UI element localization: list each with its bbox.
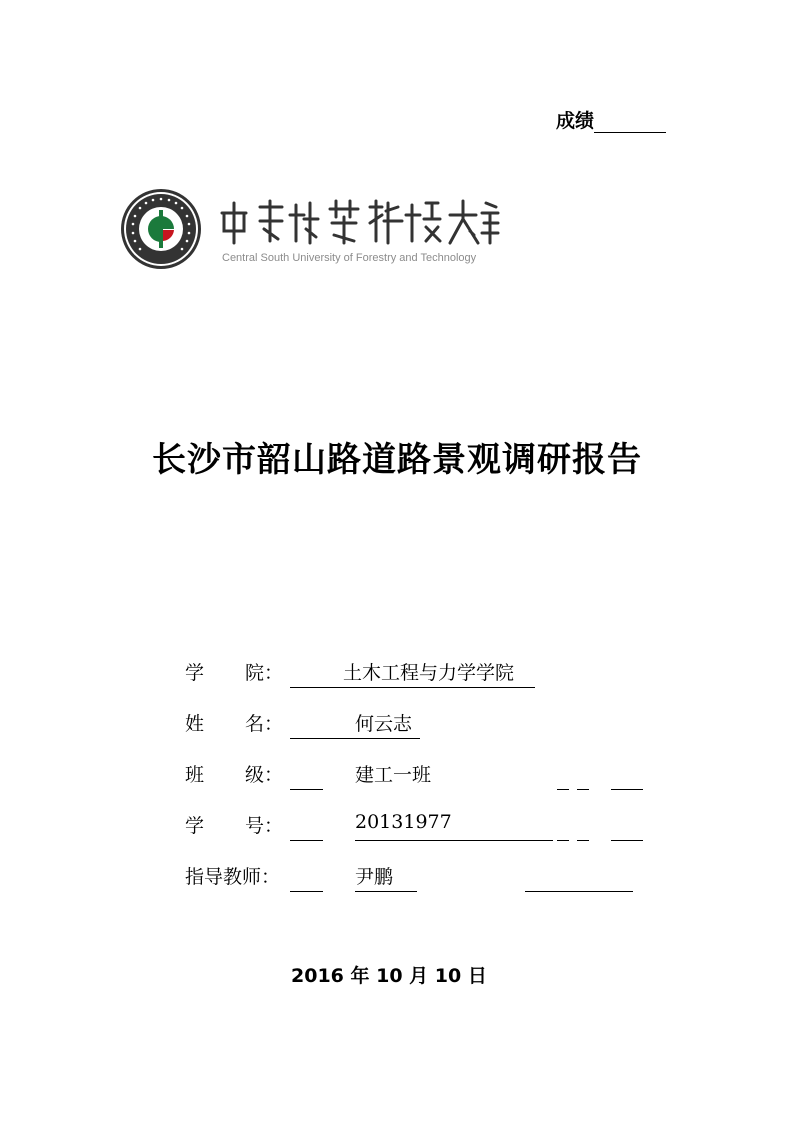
class-underline-start <box>290 789 323 790</box>
advisor-value: 尹鹏 <box>355 866 394 888</box>
score-label: 成绩 <box>556 110 595 132</box>
report-date: 2016 年 10 月 10 日 <box>291 965 487 987</box>
college-underline <box>290 687 535 688</box>
student-id-row: 学 号： 20131977 <box>185 808 665 859</box>
student-info <box>185 655 665 910</box>
advisor-underline-end <box>525 891 633 892</box>
student-id-underline-dash-2 <box>577 840 589 841</box>
university-english-name: Central South University of Forestry and Technology <box>222 252 477 264</box>
student-id-underline-dash-1 <box>557 840 569 841</box>
report-title: 长沙市韶山路道路景观调研报告 <box>152 440 642 480</box>
university-logo <box>120 183 500 275</box>
student-id-value: 20131977 <box>355 811 452 833</box>
class-row: 班 级： 建工一班 <box>185 757 665 808</box>
advisor-row <box>185 859 665 910</box>
score-field <box>556 106 666 133</box>
advisor-underline-name <box>355 891 417 892</box>
class-underline-end <box>611 789 643 790</box>
class-underline-dash-1 <box>557 789 569 790</box>
score-blank <box>594 112 666 133</box>
name-underline <box>290 738 420 739</box>
advisor-underline-start <box>290 891 323 892</box>
name-value: 何云志 <box>355 713 413 735</box>
student-id-underline-end <box>611 840 643 841</box>
student-id-underline-start <box>290 840 323 841</box>
advisor-label: 指导教师： <box>185 866 281 888</box>
student-id-underline-main <box>355 840 553 841</box>
class-value: 建工一班 <box>355 764 432 786</box>
college-value: 土木工程与力学学院 <box>343 662 515 684</box>
university-chinese-name <box>220 193 492 242</box>
college-row: 学 院： 土木工程与力学学院 <box>185 655 665 706</box>
seal-lettering <box>120 183 121 184</box>
class-underline-dash-2 <box>577 789 589 790</box>
name-row: 姓 名： 何云志 <box>185 706 665 757</box>
